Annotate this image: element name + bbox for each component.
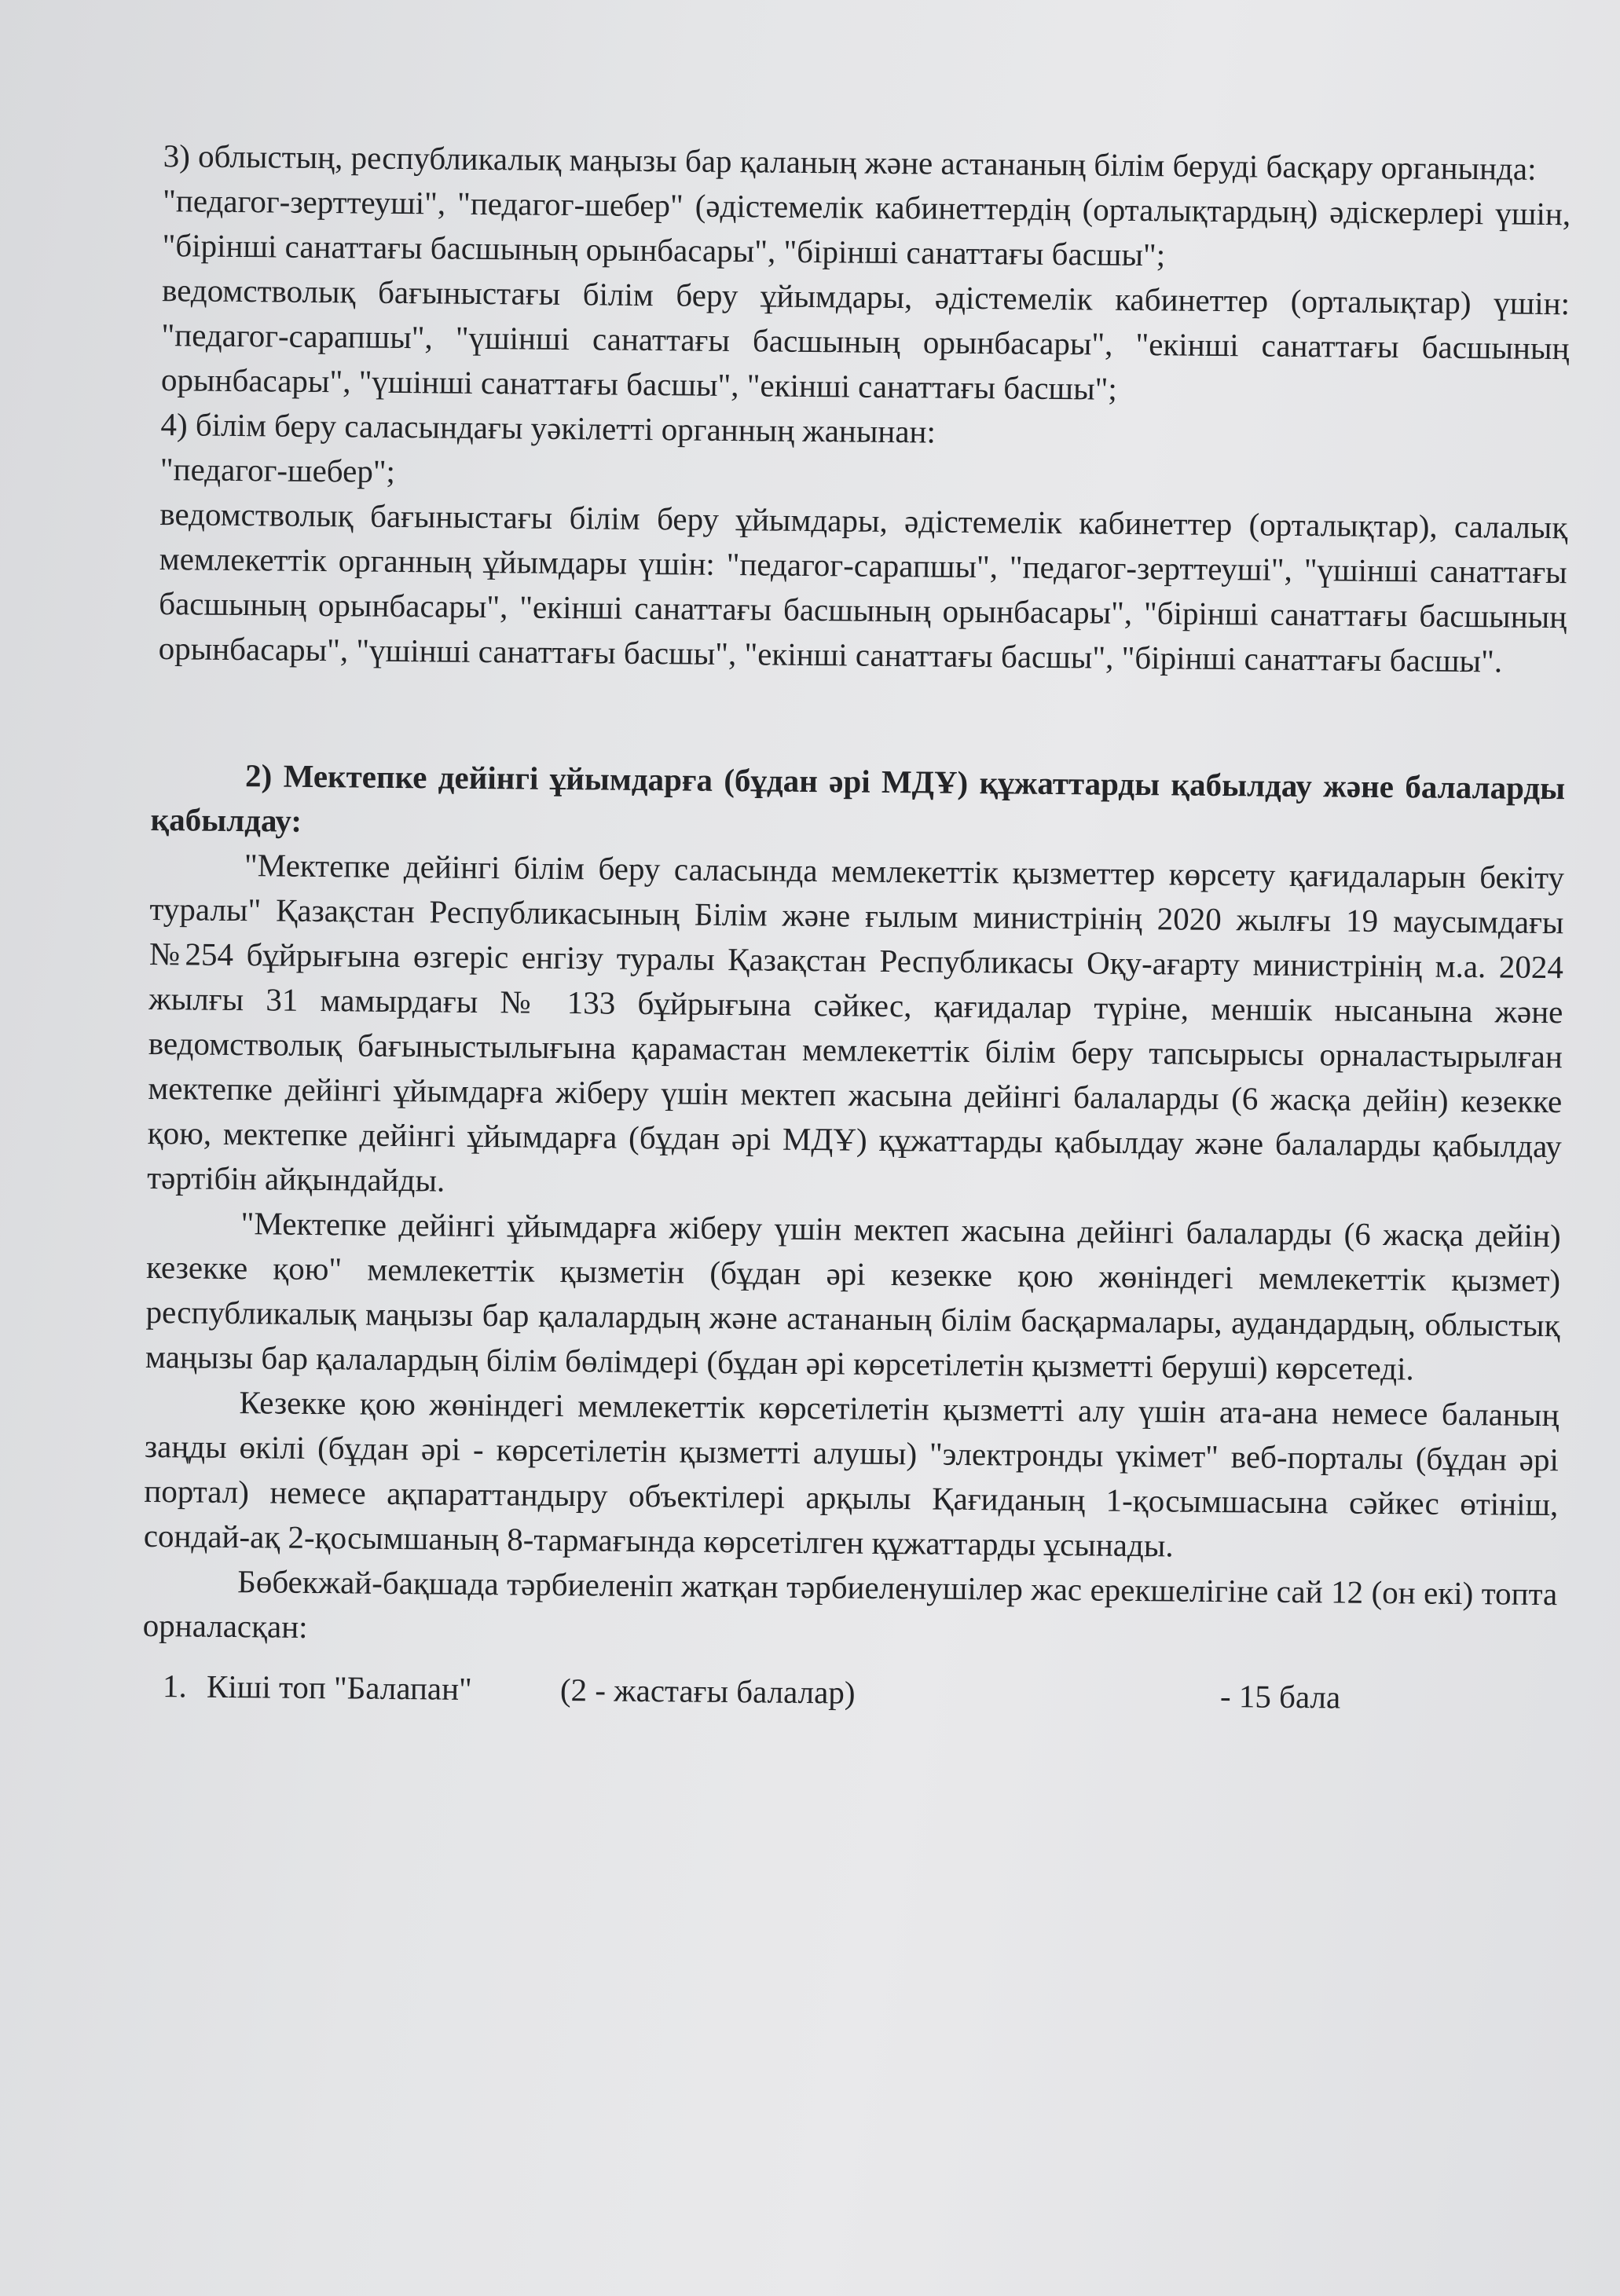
list-number: 1. xyxy=(162,1668,188,1705)
paragraph: ведомстволық бағыныстағы білім беру ұйымдары, әдістемелік кабинеттер (орталықтар), салалық мемлекеттік органның ұйымдары үшін: "педагог-сарапшы", "педагог-зерттеуші", "үшінші санаттағы басшының орынбасары", "екінші санаттағы басшының орынбасары", "бірінші санаттағы басшының орынбасары", "үшінші санаттағы басшы", "екінші санаттағы басшы", "бірінші санаттағы басшы". xyxy=(158,496,1568,679)
group-count: - 15 бала xyxy=(1219,1678,1341,1716)
paragraph: "Мектепке дейінгі ұйымдарға жіберу үшін мектеп жасына дейінгі балаларды (6 жасқа дейін) кезекке қою" мемлекеттік қызметін (бұдан әрі кезекке қою жөніндегі мемлекеттік қызмет) республикалық маңызы бар қалалардың және астананың білім басқармалары, аудандардың, облыстық маңызы бар қалалардың білім бөлімдері (бұдан әрі көрсетілетін қызметті беруші) көрсетеді. xyxy=(145,1205,1561,1387)
paragraph: Бөбекжай-бақшада тәрбиеленіп жатқан тәрбиеленушілер жас ерекшелігіне сай 12 (он екі) топта орналасқан: xyxy=(142,1563,1558,1645)
section-heading: 2) Мектепке дейінгі ұйымдарға (бұдан әрі МДҰ) құжаттарды қабылдау және балаларды қабылдау: xyxy=(150,757,1566,839)
paragraph: 3) облыстың, республикалық маңызы бар қаланың және астананың білім беруді басқару органында: xyxy=(163,137,1537,187)
paragraph: ведомстволық бағыныстағы білім беру ұйымдары, әдістемелік кабинеттер (орталықтар) үшін: "педагог-сарапшы", "үшінші санаттағы басшының орынбасары", "екінші санаттағы басшының орынбасары", "үшінші санаттағы басшы", "екінші санаттағы басшы"; xyxy=(160,272,1571,407)
document-text xyxy=(142,134,1571,1722)
paragraph: Кезекке қою жөніндегі мемлекеттік көрсетілетін қызметті алу үшін ата-ана немесе баланың заңды өкілі (бұдан әрі - көрсетілетін қызметті алушы) "электронды үкімет" веб-порталы (бұдан әрі портал) немесе ақпараттандыру объектілері арқылы Қағиданың 1-қосымшасына сәйкес өтініш, сондай-ақ 2-қосымшаның 8-тармағында көрсетілген құжаттарды ұсынады. xyxy=(143,1384,1560,1564)
paragraph: "педагог-зерттеуші", "педагог-шебер" (әдістемелік кабинеттердің (орталықтардың) әдіскерлері үшін, "бірінші санаттағы басшының орынбасары", "бірінші санаттағы басшы"; xyxy=(162,182,1571,273)
paragraph: 4) білім беру саласындағы уәкілетті органның жанынан: xyxy=(160,406,936,450)
section-4 xyxy=(158,402,1568,684)
paragraph: "педагог-шебер"; xyxy=(159,451,396,489)
section-3 xyxy=(161,134,1571,416)
paragraph: "Мектепке дейінгі білім беру саласында мемлекеттік қызметтер көрсету қағидаларын бекіту туралы" Қазақстан Республикасының Білім және ғылым министрінің 2020 жылғы 19 маусымдағы №254 бұйрығына өзгеріс енгізу туралы Қазақстан Республикасы Оқу-ағарту министрінің м.а. 2024 жылғы 31 мамырдағы № 133 бұйрығына сәйкес, қағидалар түріне, меншік нысанына және ведомстволық бағыныстылығына қарамастан мемлекеттік білім беру тапсырысы орналастырылған мектепке дейінгі ұйымдарға жіберу үшін мектеп жасына дейінгі балаларды (6 жасқа дейін) кезекке қою, мектепке дейінгі ұйымдарға (бұдан әрі МДҰ) құжаттарды қабылдау және балаларды қабылдау тәртібін айқындайды. xyxy=(147,847,1565,1199)
group-age: (2 - жастағы балалар) xyxy=(559,1672,856,1711)
group-name: Кіші топ "Балапан" xyxy=(206,1668,473,1707)
list-item xyxy=(163,1648,1557,1722)
